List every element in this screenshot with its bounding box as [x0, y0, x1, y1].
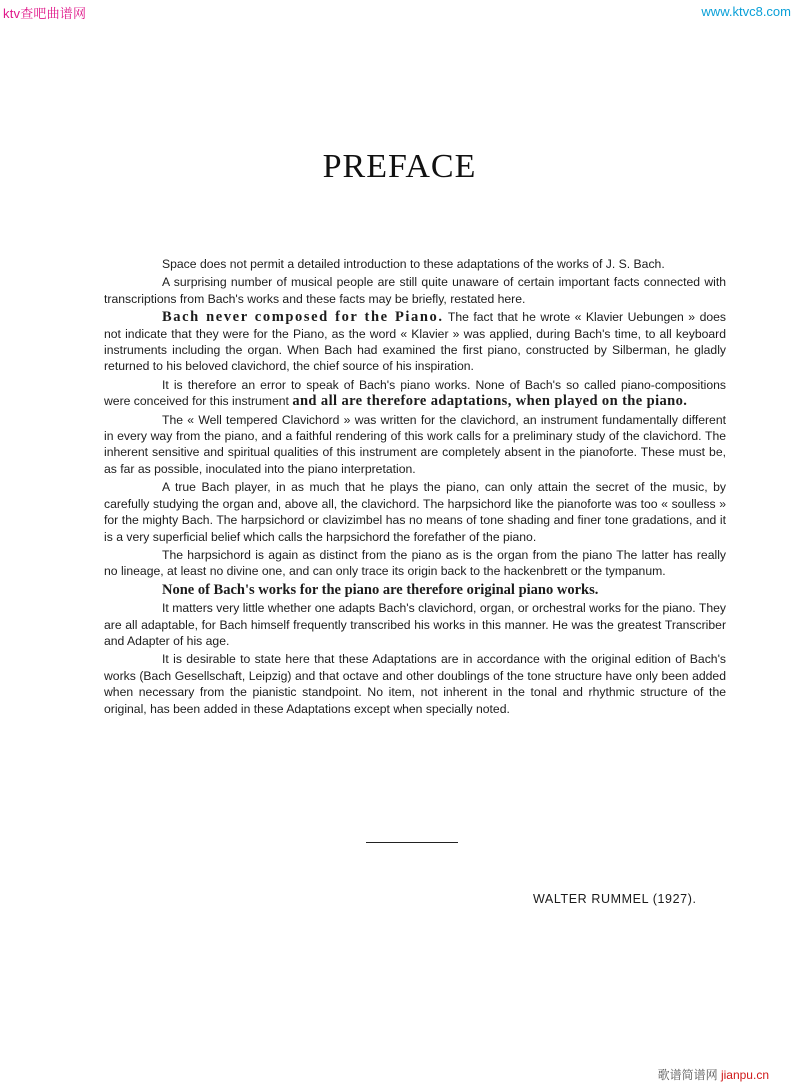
paragraph-facts: A surprising number of musical people are still quite unaware of certain important facts connected with transcriptions from Bach's works and these facts may be briefly, restated here. [104, 275, 726, 306]
emphasis-never-composed: Bach never composed for the Piano. [162, 309, 444, 326]
watermark-bottom-url: jianpu.cn [720, 1068, 769, 1082]
paragraph-heading-original [104, 582, 726, 598]
divider-rule [366, 842, 458, 843]
paragraph-edition: It is desirable to state here that these Adaptations are in accordance with the original edition of Bach's works (Bach Gesellschaft, Leipzig) and that octave and other doublings of the tone structure have only been added when necessary from the pianistic standpoint. No item, not inherent in the tonal and rhythmic structure of the original, has been added in these Adaptations except when specially noted. [104, 652, 726, 716]
watermark-bottom [658, 1066, 769, 1083]
page-title: PREFACE [322, 148, 477, 185]
signature: WALTER RUMMEL (1927). [533, 892, 697, 906]
paragraph-never-composed [104, 309, 726, 375]
watermark-left: ktv查吧曲谱网 [3, 6, 87, 21]
paragraph-intro: Space does not permit a detailed introduction to these adaptations of the works of J. S. Bach. [162, 257, 665, 271]
paragraph-error [104, 377, 726, 410]
paragraph-error-text: It is therefore an error to speak of Bach's piano works. None of Bach's so called piano-compositions were conceived for this instrument [104, 377, 726, 409]
paragraph-never-composed-text: The fact that he wrote « Klavier Uebungen » does not indicate that they were for the Piano, as the word « Klavier » was applied, during Bach's time, to all keyboard instruments including the organ. When Bach had examined the first piano, constructed by Silberman, he gladly returned to his beloved clavichord, the chief source of his inspiration. [104, 310, 726, 374]
paragraph-adaptable: It matters very little whether one adapts Bach's clavichord, organ, or orchestral works for the piano. They are all adaptable, for Bach himself frequently transcribed his works in this manner. He was the greatest Transcriber and Adapter of his age. [104, 601, 726, 648]
paragraph-true-player: A true Bach player, in as much that he plays the piano, can only attain the secret of the music, by carefully studying the organ and, above all, the clavichord. The harpsichord like the pianoforte was too « soulless » for the mighty Bach. The harpsichord or clavizimbel has no means of tone shading and finer tone gradations, and it is a very superficial belief which calls the harpsichord the forefather of the piano. [104, 480, 726, 544]
preface-body [104, 256, 726, 719]
emphasis-original-works: None of Bach's works for the piano are therefore original piano works. [162, 581, 599, 598]
paragraph-well-tempered: The « Well tempered Clavichord » was written for the clavichord, an instrument fundamentally different in every way from the piano, and a faithful rendering of this work calls for a preliminary study of the clavichord. The inherent sensitive and spiritual qualities of this instrument are completely absent in the pianoforte. These must be, as far as possible, inoculated into the piano interpretation. [104, 412, 726, 476]
emphasis-adaptations: and all are therefore adaptations, when played on the piano. [292, 393, 688, 410]
paragraph-harpsichord: The harpsichord is again as distinct from the piano as is the organ from the piano The latter has really no lineage, at least no divine one, and can only trace its origin back to the hackenbrett or the tympanum. [104, 547, 726, 579]
watermark-bottom-cn: 歌谱简谱网 [657, 1068, 718, 1082]
watermark-right: www.ktvc8.com [701, 4, 791, 19]
